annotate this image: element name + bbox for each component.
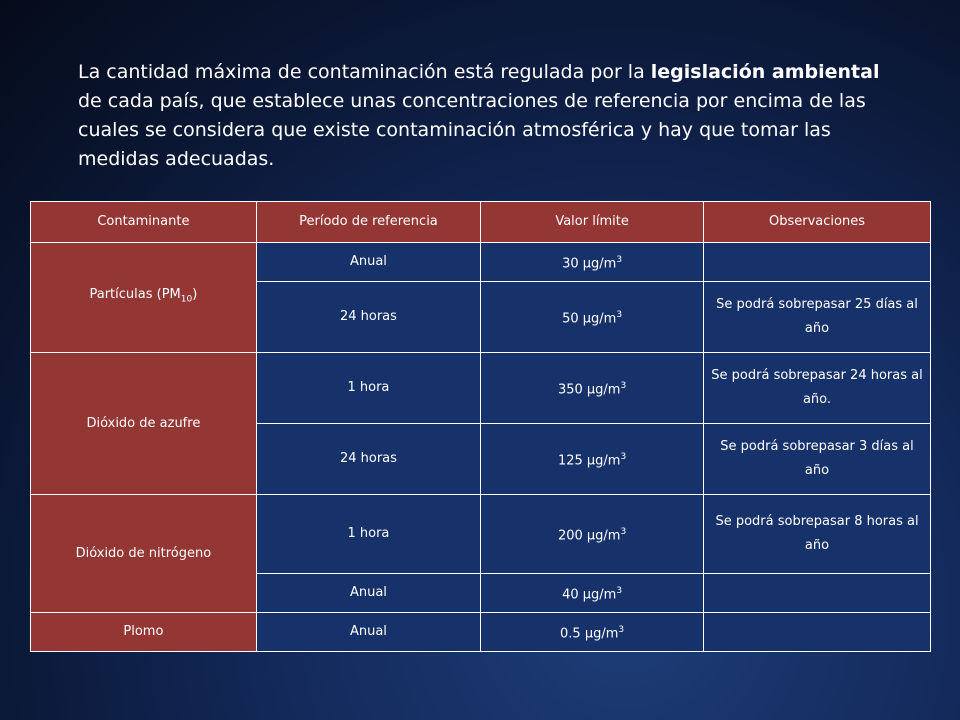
value-unit: µg/m [586, 528, 621, 544]
value-cell [481, 353, 704, 424]
period-cell: 24 horas [256, 424, 480, 495]
intro-bold-term: legislación ambiental [650, 61, 880, 83]
particulas-close: ) [192, 287, 198, 303]
table-row [31, 243, 931, 282]
obs-cell: Se podrá sobrepasar 3 días al año [704, 424, 931, 495]
table-header-row [31, 202, 931, 243]
pollutant-pb: Plomo [31, 613, 257, 652]
particulas-sub: 10 [180, 294, 193, 305]
value-unit-exp: 3 [620, 380, 627, 391]
obs-cell [704, 574, 931, 613]
value-cell [481, 243, 704, 282]
value-unit-exp: 3 [620, 526, 627, 537]
period-cell: Anual [256, 574, 480, 613]
pollutant-no2: Dióxido de nitrógeno [31, 495, 257, 613]
pollutants-table [30, 201, 931, 652]
pollutant-so2: Dióxido de azufre [31, 353, 257, 495]
value-number: 125 [557, 453, 583, 469]
value-number: 0.5 [560, 626, 581, 642]
header-periodo: Período de referencia [256, 202, 480, 243]
header-observaciones: Observaciones [704, 202, 931, 243]
obs-cell: Se podrá sobrepasar 8 horas al año [704, 495, 931, 574]
value-unit: µg/m [584, 626, 619, 642]
value-number: 200 [557, 528, 583, 544]
intro-text-2: de cada país, que establece unas concentraciones de referencia por encima de las cuales se considera que existe contaminación atmosférica y hay que tomar las medidas adecuadas. [78, 90, 866, 170]
value-unit: µg/m [582, 587, 617, 603]
header-valor: Valor límite [481, 202, 704, 243]
value-number: 40 [562, 587, 579, 603]
value-cell [481, 495, 704, 574]
table-row [31, 495, 931, 574]
value-cell [481, 424, 704, 495]
value-unit-exp: 3 [616, 585, 623, 596]
obs-cell [704, 243, 931, 282]
value-cell [481, 613, 704, 652]
table-row [31, 613, 931, 652]
intro-paragraph [78, 58, 908, 174]
header-contaminante: Contaminante [31, 202, 257, 243]
value-unit-exp: 3 [616, 309, 623, 320]
table-row [31, 353, 931, 424]
period-cell: 1 hora [256, 353, 480, 424]
value-cell [481, 574, 704, 613]
value-number: 350 [557, 382, 583, 398]
value-unit: µg/m [586, 453, 621, 469]
value-unit-exp: 3 [620, 451, 627, 462]
value-number: 30 [562, 256, 579, 272]
obs-cell: Se podrá sobrepasar 24 horas al año. [704, 353, 931, 424]
period-cell: 1 hora [256, 495, 480, 574]
obs-cell [704, 613, 931, 652]
pollutant-particulas [31, 243, 257, 353]
period-cell: 24 horas [256, 282, 480, 353]
value-unit: µg/m [582, 311, 617, 327]
value-unit: µg/m [586, 382, 621, 398]
value-unit: µg/m [582, 256, 617, 272]
value-unit-exp: 3 [616, 254, 623, 265]
value-number: 50 [562, 311, 579, 327]
particulas-label: Partículas (PM [89, 287, 181, 303]
period-cell: Anual [256, 613, 480, 652]
value-unit-exp: 3 [618, 624, 625, 635]
obs-cell: Se podrá sobrepasar 25 días al año [704, 282, 931, 353]
value-cell [481, 282, 704, 353]
period-cell: Anual [256, 243, 480, 282]
intro-text-1: La cantidad máxima de contaminación está regulada por la [78, 61, 651, 83]
